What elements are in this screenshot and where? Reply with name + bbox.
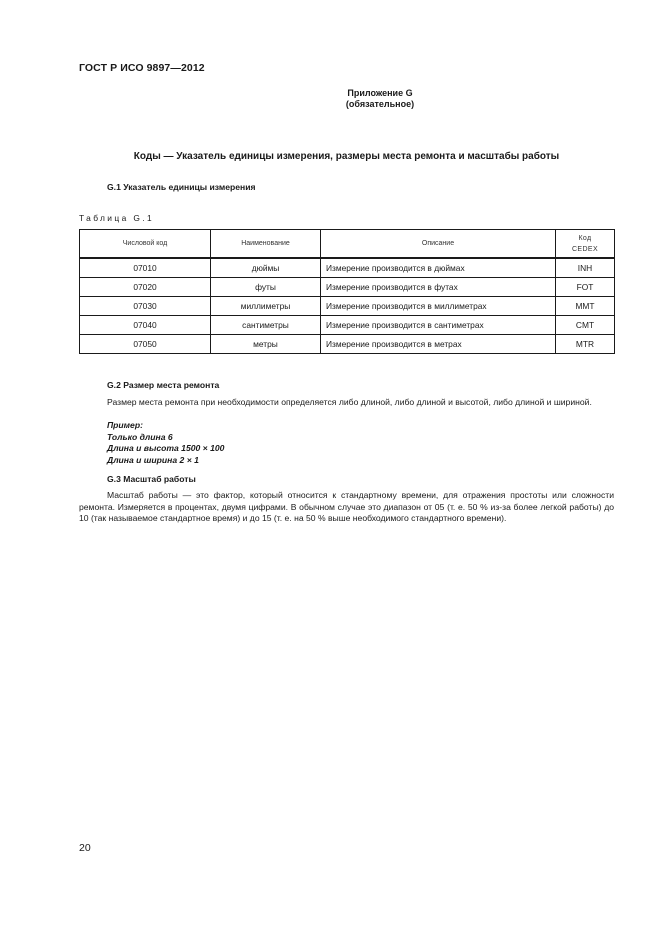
cell-numeric-code: 07050 [80,335,211,354]
example-item: Длина и ширина 2 × 1 [107,454,199,465]
header-description: Описание [321,230,556,259]
cell-numeric-code: 07040 [80,316,211,335]
example-item: Только длина 6 [107,431,173,442]
cell-description: Измерение производится в сантиметрах [321,316,556,335]
cell-description: Измерение производится в дюймах [321,258,556,278]
example-block [107,420,224,466]
table-row [80,258,615,278]
header-numeric-code: Числовой код [80,230,211,259]
header-code-line1: Код [578,234,592,242]
table-row [80,297,615,316]
example-label: Пример: [107,420,143,430]
cell-numeric-code: 07010 [80,258,211,278]
cell-cedex-code: CMT [556,316,615,335]
table-caption: Таблица G.1 [79,213,155,223]
table-row [80,316,615,335]
section3-paragraph [79,490,614,525]
units-table [79,229,615,354]
cell-cedex-code: MMT [556,297,615,316]
cell-name: футы [211,278,321,297]
page-number: 20 [79,842,91,854]
example-item: Длина и высота 1500 × 100 [107,443,225,453]
cell-name: дюймы [211,258,321,278]
section-heading-g1: G.1 Указатель единицы измерения [107,182,256,192]
cell-description: Измерение производится в метрах [321,335,556,354]
section2-text: Размер места ремонта при необходимости определяется либо длиной, либо длиной и высотой, либо длиной и шириной. [107,397,592,407]
cell-description: Измерение производится в миллиметрах [321,297,556,316]
cell-cedex-code: MTR [556,335,615,354]
header-cedex-code [556,230,615,259]
table-row [80,335,615,354]
cell-numeric-code: 07020 [80,278,211,297]
cell-cedex-code: INH [556,258,615,278]
header-code-line2: CEDEX [571,245,599,253]
section-heading-g3: G.3 Масштаб работы [107,474,196,484]
cell-name: миллиметры [211,297,321,316]
table-row [80,278,615,297]
annex-heading [100,88,660,110]
document-header: ГОСТ Р ИСО 9897—2012 [79,62,205,74]
section3-text: Масштаб работы — это фактор, который относится к стандартному времени, для отражения простоты или сложности ремонта. Измеряется в процентах, двумя цифрами. В обычном случае это диапазон от 05 (т. е. 50 % из-за более легкой работы) до 10 (так называемое стандартное время) и до 15 (т. е. на 50 % выше необходимого стандартного времени). [79,490,614,523]
cell-name: сантиметры [211,316,321,335]
header-name: Наименование [211,230,321,259]
table-header-row [80,230,615,259]
cell-name: метры [211,335,321,354]
section-heading-g2: G.2 Размер места ремонта [107,380,220,390]
cell-cedex-code: FOT [556,278,615,297]
annex-status: (обязательное) [345,99,415,109]
page-title: Коды — Указатель единицы измерения, размеры места ремонта и масштабы работы [133,151,560,162]
section2-paragraph [79,397,614,409]
cell-description: Измерение производится в футах [321,278,556,297]
annex-title: Приложение G [347,88,413,98]
cell-numeric-code: 07030 [80,297,211,316]
